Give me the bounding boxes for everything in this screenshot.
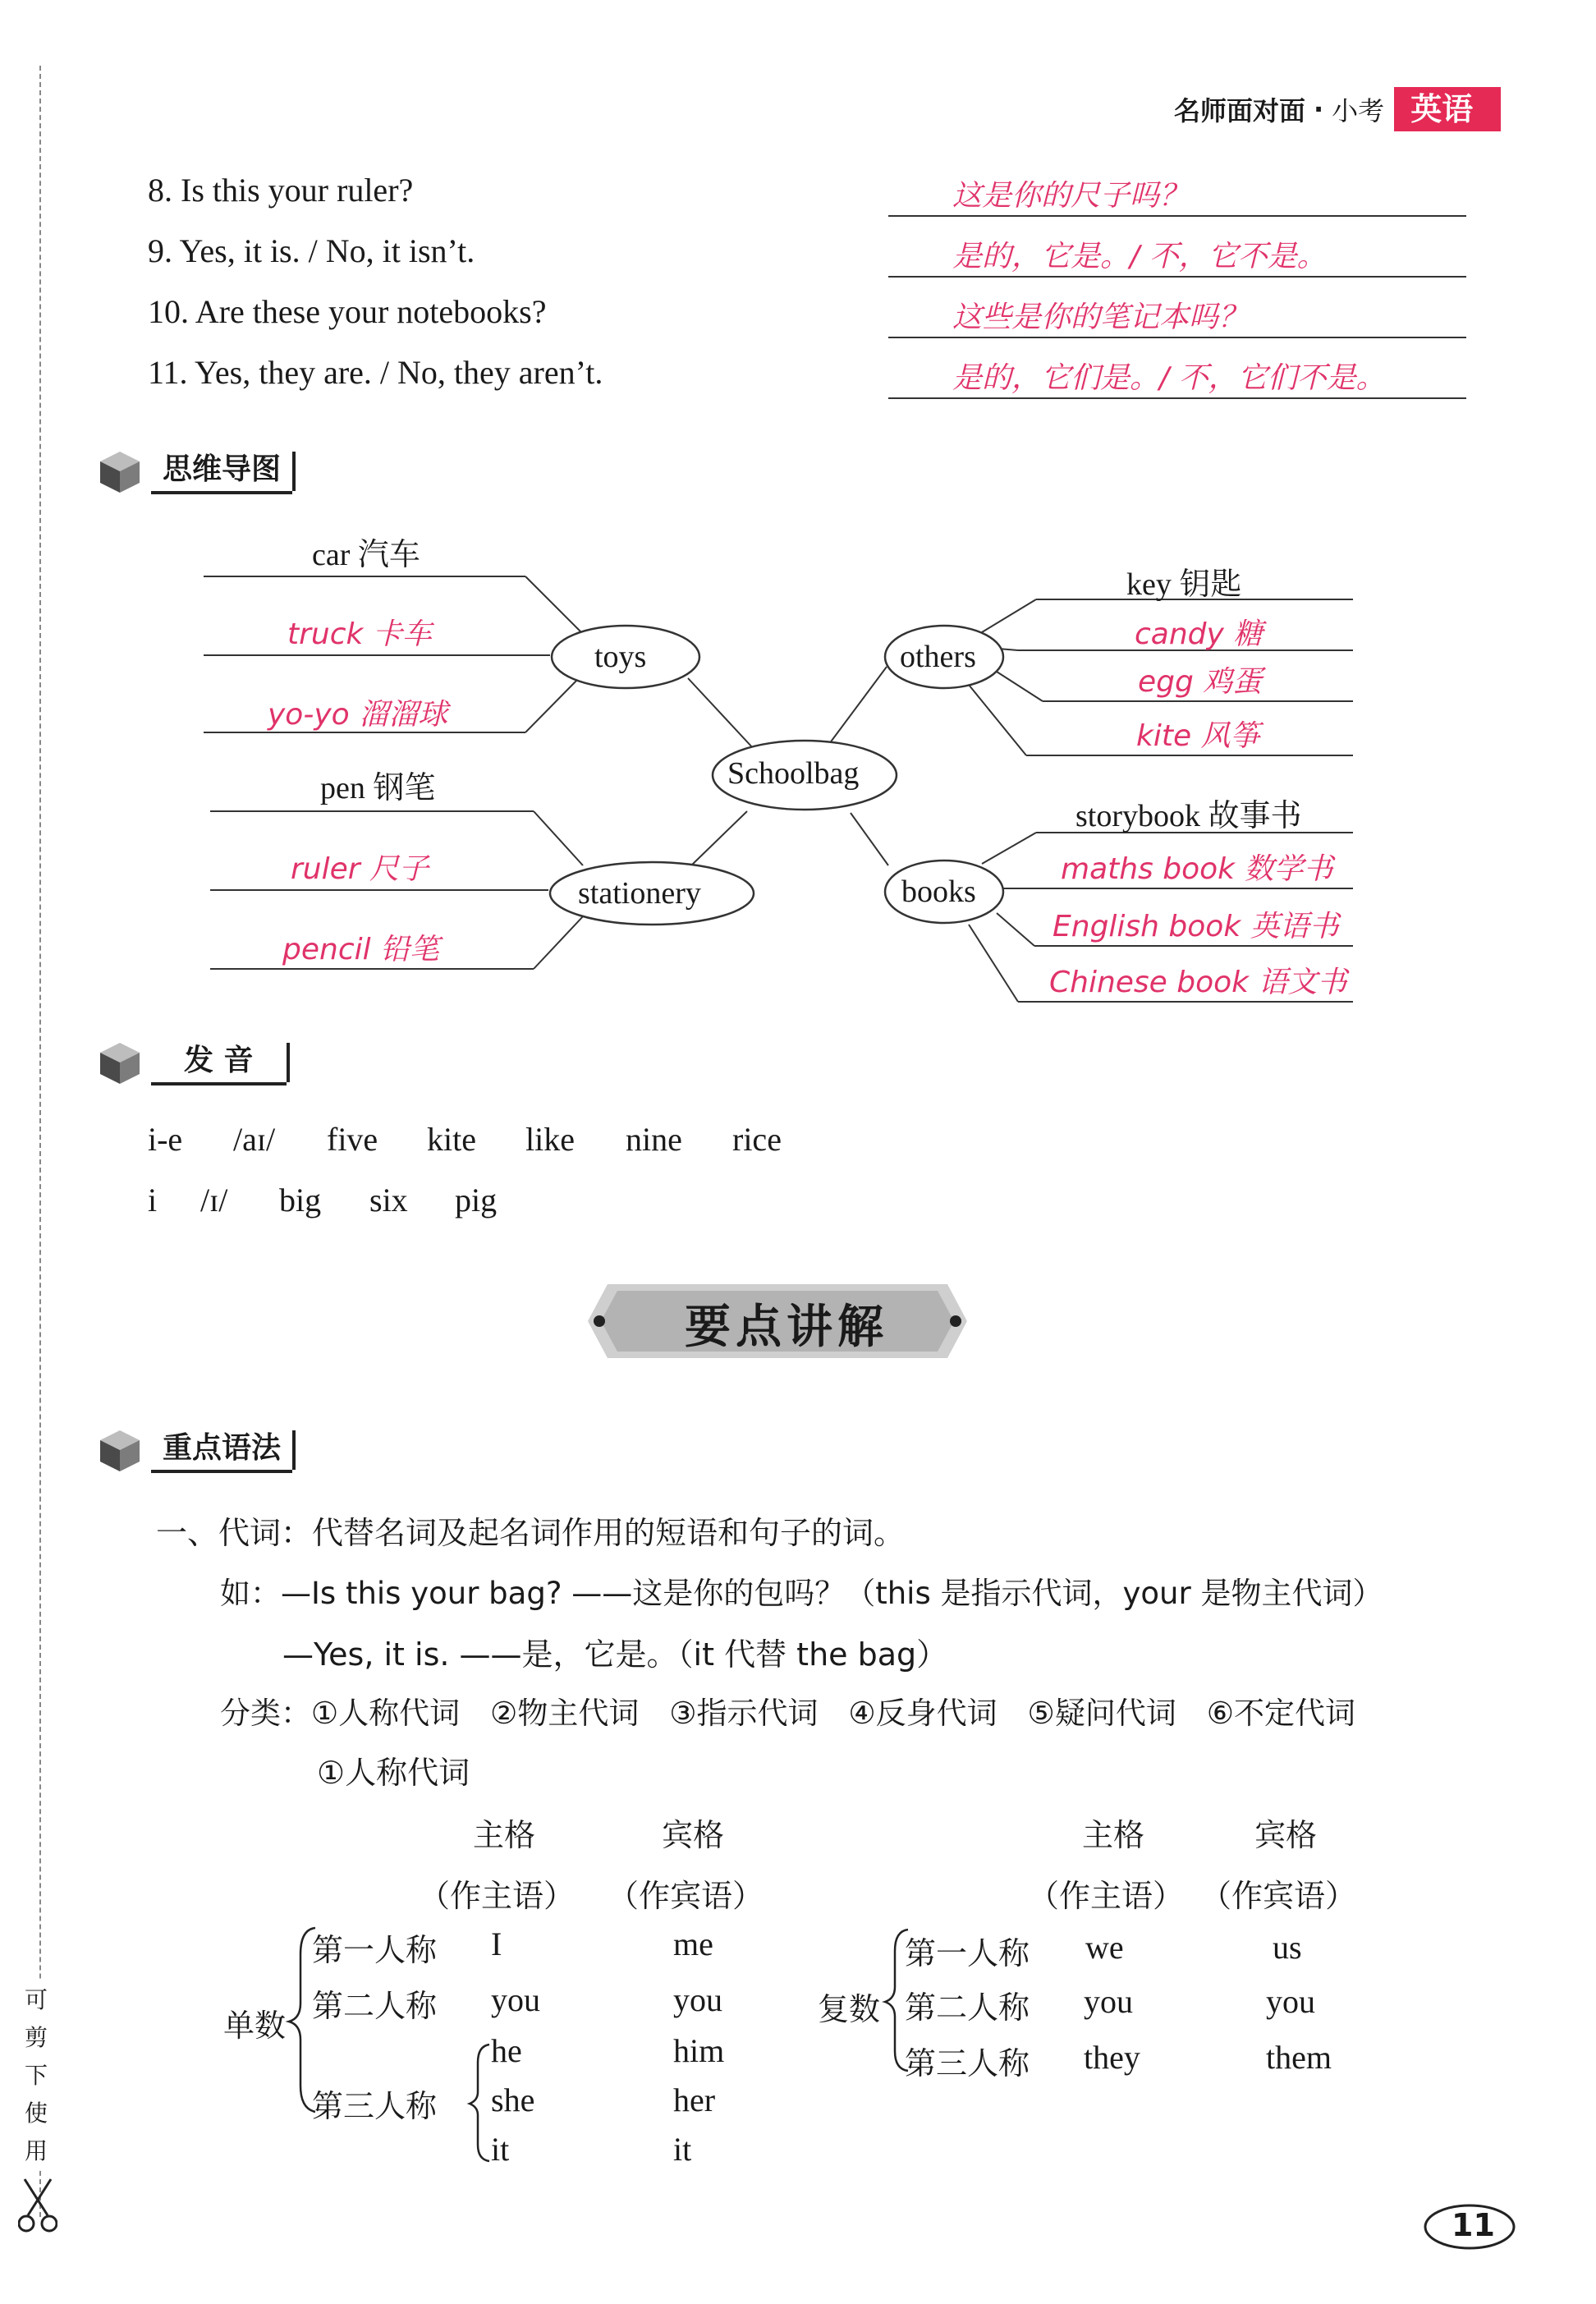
answer-9: 是的，它是。/ 不，它不是。 [952,240,1327,273]
side-char: 下 [25,2062,48,2089]
grammar-example-2: —Yes, it is. ——是，它是。（it 代替 the bag） [282,1636,948,1673]
side-note [25,1979,48,2169]
person-third: 第三人称 [905,2045,1030,2081]
section-grammar-label: 重点语法 [151,1427,292,1473]
phonics-word: nine [626,1121,682,1158]
exercise-11: 11. Yes, they are. / No, they aren’t. [148,354,603,391]
side-char: 可 [25,1986,48,2013]
person-first: 第一人称 [312,1932,438,1968]
plural-label: 复数 [818,1991,881,2027]
phonics-pattern: i-e [148,1121,183,1158]
node-others: others [900,640,976,674]
pronoun-subject: they [1084,2039,1140,2076]
mindmap-item: Chinese book 语文书 [1049,966,1347,999]
phonics-word: big [279,1182,322,1219]
person-second: 第二人称 [905,1990,1030,2026]
scissors-icon [18,2176,57,2235]
pronoun-object: you [1266,1983,1315,2020]
header-subject-tag: 英语 [1394,87,1501,131]
mindmap-item: egg 鸡蛋 [1138,665,1263,699]
mindmap-item: pencil 铅笔 [282,933,440,966]
col-subject-note: （作主语） [419,1878,576,1914]
mindmap-item: pen 钢笔 [320,771,436,805]
col-subject: 主格 [1082,1817,1145,1853]
pronoun-subject: you [491,1981,540,2018]
side-char: 用 [25,2137,48,2164]
col-subject: 主格 [473,1817,536,1853]
grammar-categories: 分类：①人称代词 ②物主代词 ③指示代词 ④反身代词 ⑤疑问代词 ⑥不定代词 [220,1696,1356,1731]
col-object-note: （作宾语） [608,1878,764,1914]
mindmap-item: key 钥匙 [1126,567,1242,602]
phonics-ipa: /aɪ/ [233,1121,276,1158]
mindmap-item: English book 英语书 [1053,910,1339,943]
mindmap-item: candy 糖 [1135,617,1264,651]
answer-11: 是的，它们是。/ 不，它们不是。 [952,361,1386,395]
side-char: 剪 [25,2024,48,2051]
header-book-title: 名师面对面 [1174,95,1306,126]
banner-title: 要点讲解 [685,1301,888,1354]
node-toys: toys [594,640,647,674]
phonics-word: kite [427,1121,476,1158]
side-char: 使 [25,2100,48,2127]
person-first: 第一人称 [905,1935,1030,1971]
node-stationery: stationery [578,876,701,911]
grammar-subheading: ①人称代词 [317,1755,470,1791]
answer-10: 这些是你的笔记本吗？ [952,301,1249,334]
mindmap-item: car 汽车 [312,538,420,572]
pronoun-object: me [673,1925,713,1962]
node-center: Schoolbag [727,756,860,791]
section-mindmap-label: 思维导图 [151,448,292,494]
mindmap-item: maths book 数学书 [1061,852,1333,886]
pronoun-subject: you [1084,1983,1133,2020]
col-object-note: （作宾语） [1200,1878,1357,1914]
mindmap-item: yo-yo 溜溜球 [268,698,448,732]
phonics-word: five [327,1121,378,1158]
phonics-word: pig [455,1182,498,1219]
mindmap-item: truck 卡车 [287,617,432,651]
exercise-10: 10. Are these your notebooks? [148,293,547,330]
col-subject-note: （作主语） [1028,1878,1185,1914]
answer-8: 这是你的尺子吗？ [952,179,1190,213]
page-number: 11 [1452,2207,1495,2243]
person-second: 第二人称 [312,1988,438,2024]
pronoun-object: him [673,2032,725,2069]
phonics-pattern: i [148,1182,158,1219]
pronoun-object: you [673,1981,722,2018]
pronoun-object: us [1273,1929,1302,1966]
grammar-intro: 一、代词：代替名词及起名词作用的短语和句子的词。 [156,1515,906,1551]
phonics-word: rice [732,1121,782,1158]
pronoun-object: it [673,2131,692,2168]
mindmap-item: storybook 故事书 [1075,799,1302,833]
node-books: books [901,874,976,909]
pronoun-object: them [1266,2039,1332,2076]
pronoun-subject: I [491,1925,502,1962]
pronoun-subject: he [491,2032,522,2069]
phonics-word: like [525,1121,575,1158]
person-third: 第三人称 [312,2088,438,2124]
header-dot: · [1314,94,1324,125]
pronoun-subject: she [491,2081,535,2118]
pronoun-object: her [673,2081,716,2118]
pronoun-subject: it [491,2131,510,2168]
col-object: 宾格 [662,1817,725,1853]
singular-label: 单数 [223,2008,287,2044]
section-pronunciation-label: 发 音 [151,1040,287,1085]
col-object: 宾格 [1254,1817,1318,1853]
phonics-word: six [369,1182,408,1219]
exercise-8: 8. Is this your ruler? [148,172,414,209]
phonics-ipa: /ɪ/ [200,1182,228,1219]
grammar-example-1: 如：—Is this your bag? ——这是你的包吗？（this 是指示代词，your 是物主代词） [220,1576,1383,1611]
exercise-9: 9. Yes, it is. / No, it isn’t. [148,232,475,269]
pronoun-subject: we [1085,1929,1124,1966]
mindmap-item: kite 风筝 [1136,719,1260,753]
header-level: 小考 [1332,95,1385,126]
mindmap-item: ruler 尺子 [291,852,429,886]
